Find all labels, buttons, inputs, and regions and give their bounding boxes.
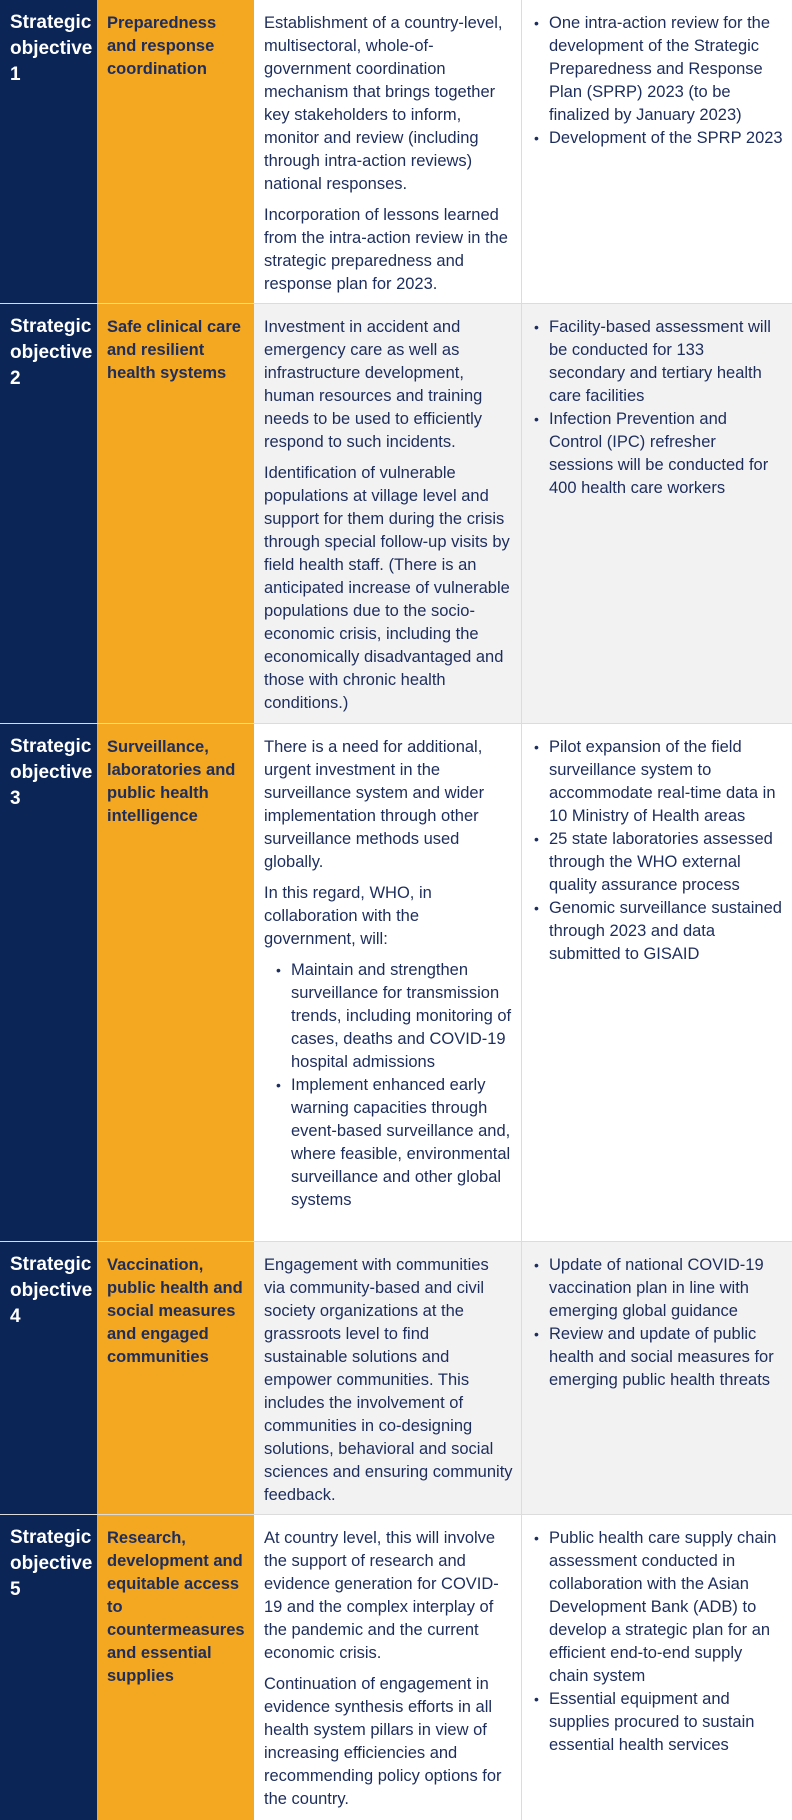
list-item: • Maintain and strengthen surveillance for transmission trends, including monitoring of cases, deaths and COVID-19 hospital admissions	[274, 959, 513, 1074]
outputs-list	[532, 1254, 784, 1392]
description-paragraph: In this regard, WHO, in collaboration with the government, will:	[264, 884, 432, 948]
outputs-cell	[522, 0, 792, 303]
outputs-list	[532, 1527, 784, 1757]
list-item: • Update of national COVID-19 vaccination plan in line with emerging global guidance	[532, 1254, 784, 1323]
list-item: • Implement enhanced early warning capacities through event-based surveillance and, where feasible, environmental surveillance and other global systems	[274, 1074, 513, 1212]
objective-label: Strategic objective 3	[0, 724, 97, 1241]
description-cell	[254, 724, 522, 1241]
list-item: • Public health care supply chain assessment conducted in collaboration with the Asian Development Bank (ADB) to develop a strategic plan for an efficient end-to-end supply chain system	[532, 1527, 784, 1688]
objective-label: Strategic objective 5	[0, 1515, 97, 1820]
list-item: • Facility-based assessment will be conducted for 133 secondary and tertiary health care facilities	[532, 316, 784, 408]
description-bullet-list	[264, 959, 513, 1212]
pillar-title: Surveillance, laboratories and public health intelligence	[97, 724, 254, 1241]
description-paragraph: There is a need for additional, urgent investment in the surveillance system and wider implementation through other surveillance methods used globally.	[264, 738, 485, 871]
description-cell	[254, 1515, 522, 1820]
outputs-list	[532, 736, 784, 966]
list-item: • Essential equipment and supplies procured to sustain essential health services	[532, 1688, 784, 1757]
outputs-list	[532, 316, 784, 500]
outputs-list	[532, 12, 784, 150]
pillar-title: Vaccination, public health and social measures and engaged communities	[97, 1242, 254, 1514]
outputs-cell	[522, 1242, 792, 1514]
objective-label: Strategic objective 1	[0, 0, 97, 303]
list-item: • Infection Prevention and Control (IPC) refresher sessions will be conducted for 400 health care workers	[532, 408, 784, 500]
description-paragraph: Continuation of engagement in evidence synthesis efforts in all health system pillars in view of increasing efficiencies and recommending policy options for the country.	[264, 1675, 502, 1808]
table-row	[0, 0, 792, 304]
description-cell	[254, 304, 522, 723]
description-paragraph: At country level, this will involve the support of research and evidence generation for COVID-19 and the complex interplay of the pandemic and the current economic crisis.	[264, 1529, 499, 1662]
outputs-cell	[522, 304, 792, 723]
pillar-title: Preparedness and response coordination	[97, 0, 254, 303]
description-paragraph: Investment in accident and emergency care as well as infrastructure development, human resources and training needs to be used to efficiently respond to such incidents.	[264, 318, 483, 451]
description-paragraph: Establishment of a country-level, multisectoral, whole-of-government coordination mechanism that brings together key stakeholders to inform, monitor and review (including through intra-action reviews) national responses.	[264, 14, 503, 193]
list-item: • Genomic surveillance sustained through 2023 and data submitted to GISAID	[532, 897, 784, 966]
list-item: • Pilot expansion of the field surveillance system to accommodate real-time data in 10 Ministry of Health areas	[532, 736, 784, 828]
outputs-cell	[522, 724, 792, 1241]
outputs-cell	[522, 1515, 792, 1820]
description-cell	[254, 0, 522, 303]
table-row	[0, 1242, 792, 1515]
objective-label: Strategic objective 4	[0, 1242, 97, 1514]
description-cell	[254, 1242, 522, 1514]
table-row	[0, 724, 792, 1242]
description-paragraph: Incorporation of lessons learned from the intra-action review in the strategic preparedness and response plan for 2023.	[264, 206, 508, 293]
objective-label: Strategic objective 2	[0, 304, 97, 723]
list-item: • 25 state laboratories assessed through the WHO external quality assurance process	[532, 828, 784, 897]
list-item: • Review and update of public health and social measures for emerging public health threats	[532, 1323, 784, 1392]
table-row	[0, 1515, 792, 1820]
description-paragraph: Identification of vulnerable populations at village level and support for them during the crisis through special follow-up visits by field health staff. (There is an anticipated increase of vulnerable populations due to the socio-economic crisis, including the economically disadvantaged and those with chronic health conditions.)	[264, 464, 510, 712]
pillar-title: Safe clinical care and resilient health systems	[97, 304, 254, 723]
table-row	[0, 304, 792, 724]
list-item: • Development of the SPRP 2023	[532, 127, 784, 150]
pillar-title: Research, development and equitable access to countermeasures and essential supplies	[97, 1515, 254, 1820]
list-item: • One intra-action review for the development of the Strategic Preparedness and Response Plan (SPRP) 2023 (to be finalized by January 2023)	[532, 12, 784, 127]
description-paragraph: Engagement with communities via community-based and civil society organizations at the grassroots level to find sustainable solutions and empower communities. This includes the involvement of communities in co-designing solutions, behavioral and social sciences and ensuring community feedback.	[264, 1256, 513, 1504]
